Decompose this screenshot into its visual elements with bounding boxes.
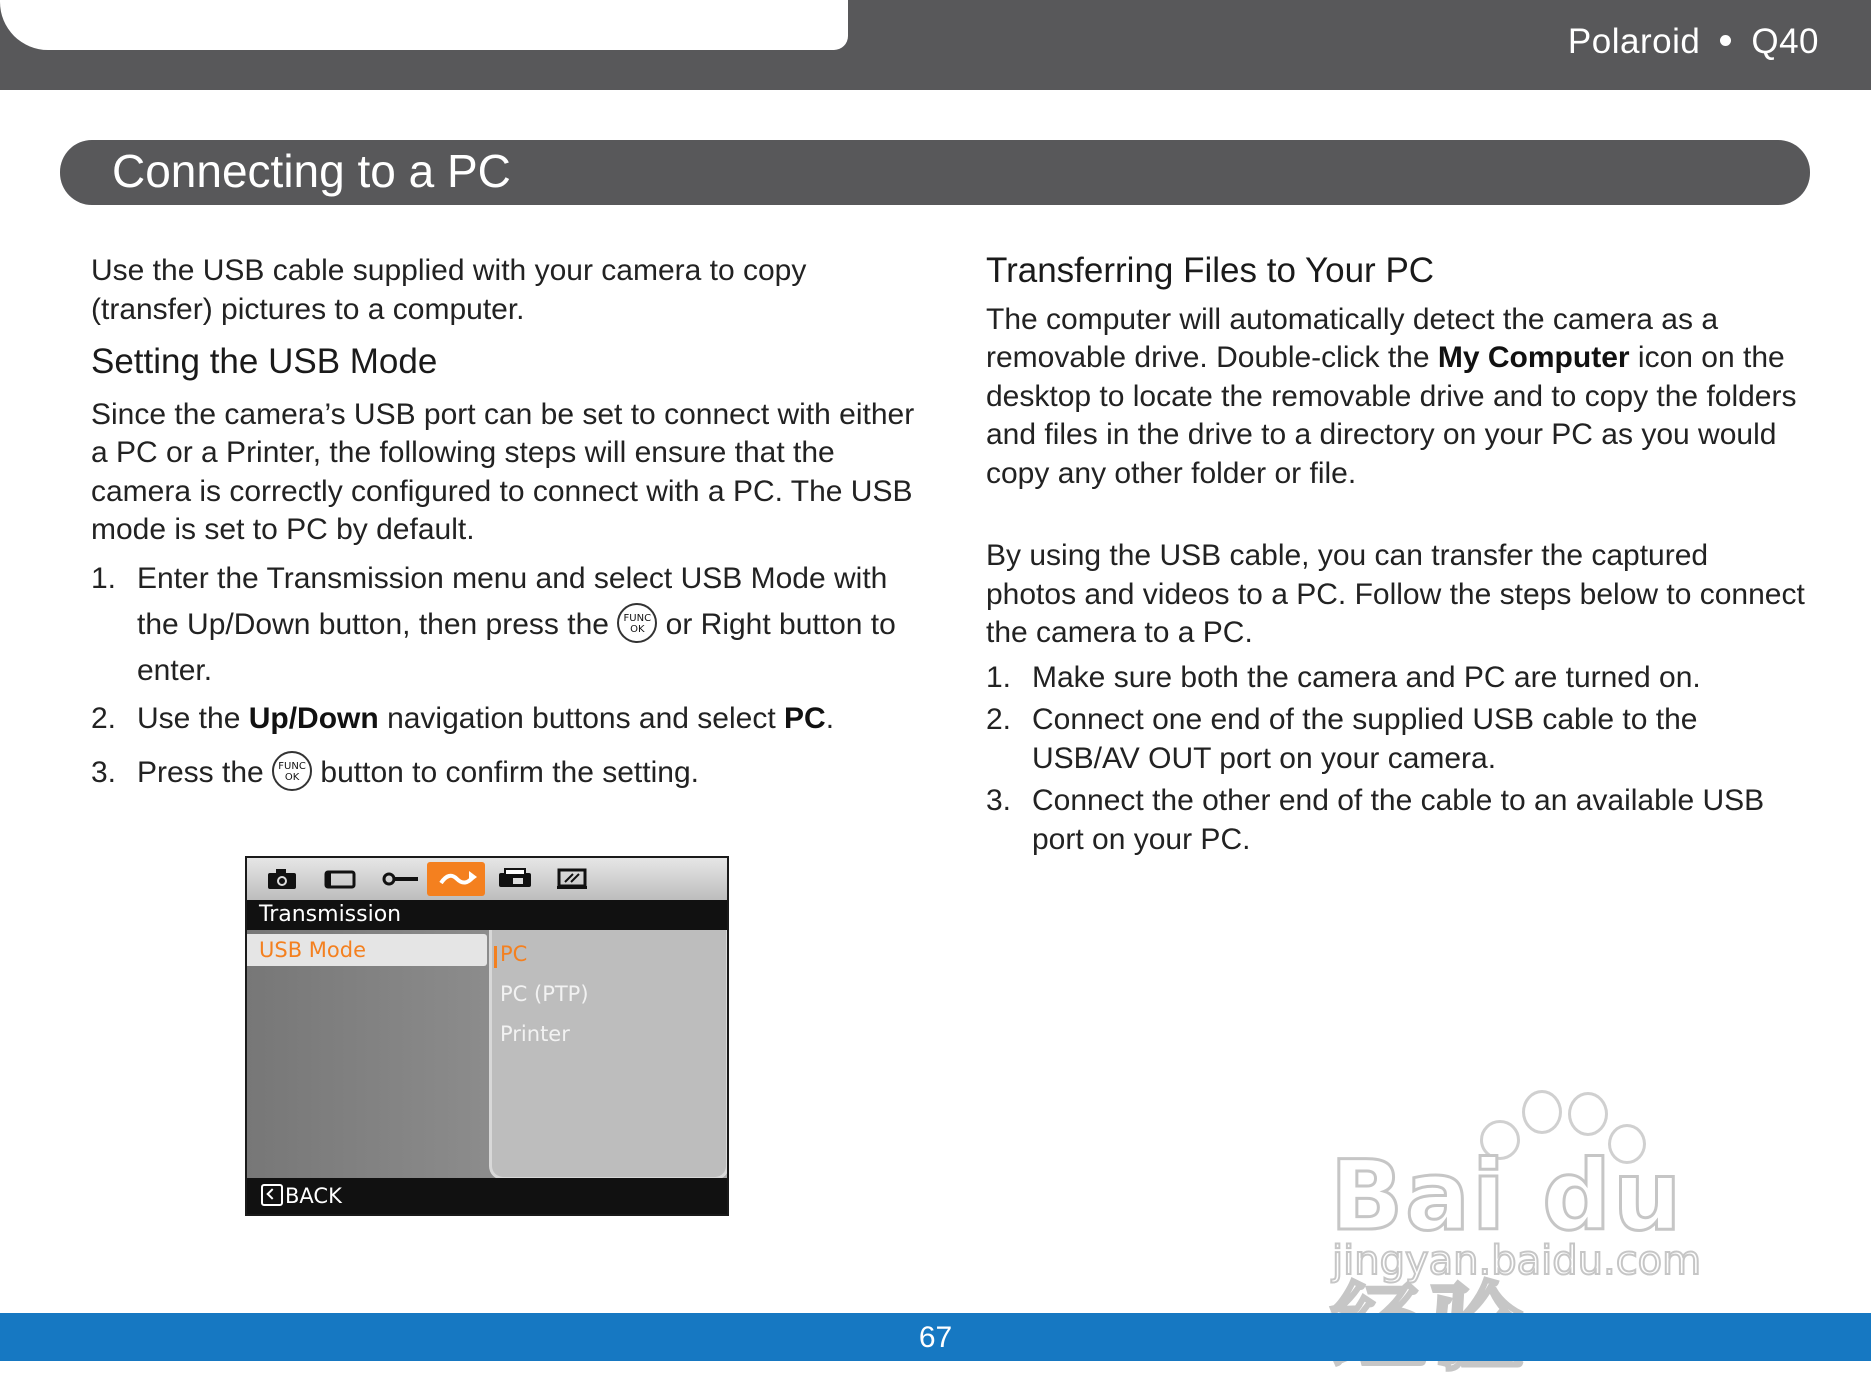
transfer-heading: Transferring Files to Your PC: [986, 251, 1435, 290]
right-column: [986, 252, 1806, 859]
back-arrow-icon: [261, 1184, 283, 1206]
top-white-tab: [0, 0, 848, 50]
step-text: Connect the other end of the cable to an available USB port on your PC.: [1032, 784, 1765, 856]
step-text: Enter the Transmission menu and select USB Mode with the Up/Down button, then press the: [137, 561, 888, 641]
list-item: [986, 782, 1806, 859]
usb-mode-menu-item: USB Mode: [247, 934, 487, 966]
camera-menu-title: Transmission: [247, 900, 727, 930]
back-label: BACK: [285, 1184, 342, 1208]
list-item: [91, 754, 921, 794]
camera-tab-bar: [247, 858, 727, 900]
top-banner: [0, 0, 1871, 90]
brand-name: Polaroid: [1567, 22, 1701, 61]
step-text: Connect one end of the supplied USB cable to the USB/AV OUT port on your camera.: [1032, 703, 1698, 775]
step-text: or Right button to enter.: [137, 607, 896, 687]
transfer-paragraph-1: [986, 301, 1806, 494]
settings-icon: [543, 862, 601, 896]
step-text: Press the: [137, 756, 264, 789]
intro-paragraph: Use the USB cable supplied with your camera to copy (transfer) pictures to a computer.: [91, 254, 807, 326]
paragraph-text: The computer will automatically detect the camera as a removable drive. Double-click the: [986, 302, 1718, 374]
step-number: 3.: [91, 756, 117, 789]
bullet-icon: [1720, 35, 1731, 46]
usb-mode-body: Since the camera’s USB port can be set to connect with either a PC or a Printer, the following steps will ensure that the camera is correctly configured to connect with a PC. The USB mode is set to PC by default.: [91, 397, 915, 546]
func-ok-icon: FUNC OK: [272, 751, 312, 791]
step-bold: PC: [784, 701, 826, 735]
step-number: 3.: [986, 784, 1012, 817]
page-number: 67: [918, 1321, 953, 1354]
paragraph-text: icon on the desktop to locate the removable drive and to copy the folders and files in the drive to a directory on your PC as you would copy any other folder or file.: [986, 341, 1797, 490]
model-name: Q40: [1751, 22, 1819, 61]
usb-mode-heading: Setting the USB Mode: [91, 342, 438, 381]
left-column: [91, 252, 921, 794]
step-text: button to confirm the setting.: [320, 756, 699, 789]
list-item: [986, 701, 1806, 778]
baidu-watermark: [1330, 1080, 1770, 1284]
title-banner: [60, 140, 1810, 205]
watermark-logo: Bai du: [1330, 1140, 1684, 1252]
transfer-steps: [986, 659, 1806, 860]
camera-back-bar: [247, 1178, 727, 1214]
footer-bar: [0, 1313, 1871, 1361]
usb-mode-options: [489, 930, 729, 1180]
brand-label: [1568, 22, 1819, 62]
step-number: 1.: [986, 660, 1012, 694]
func-ok-icon: FUNC OK: [617, 603, 657, 643]
option-pc-ptp: PC (PTP): [500, 982, 589, 1006]
step-number: 2.: [986, 703, 1012, 736]
step-text: Use the: [137, 701, 241, 735]
page-title: Connecting to a PC: [112, 145, 511, 197]
list-item: [91, 700, 921, 739]
option-printer: Printer: [500, 1022, 570, 1046]
my-computer-bold: My Computer: [1437, 341, 1630, 374]
step-number: 1.: [91, 561, 117, 595]
step-text: .: [825, 701, 835, 735]
print-icon: [485, 862, 543, 896]
movie-icon: [311, 862, 369, 896]
step-text: navigation buttons and select: [387, 701, 776, 735]
option-pc: PC: [500, 942, 528, 966]
list-item: [986, 659, 1806, 698]
step-text: Make sure both the camera and PC are turned on.: [1032, 660, 1701, 694]
list-item: [91, 556, 921, 694]
transfer-paragraph-2: By using the USB cable, you can transfer the captured photos and videos to a PC. Follow the steps below to connect the camera to a PC.: [986, 539, 1805, 649]
transmission-icon: [427, 862, 485, 896]
step-number: 2.: [91, 701, 117, 735]
camera-icon: [253, 862, 311, 896]
watermark-url: jingyan.baidu.com: [1332, 1238, 1702, 1284]
usb-mode-steps: [91, 556, 921, 795]
step-bold: Up/Down: [248, 701, 379, 735]
camera-screen: [245, 856, 729, 1216]
wrench-icon: [369, 862, 427, 896]
